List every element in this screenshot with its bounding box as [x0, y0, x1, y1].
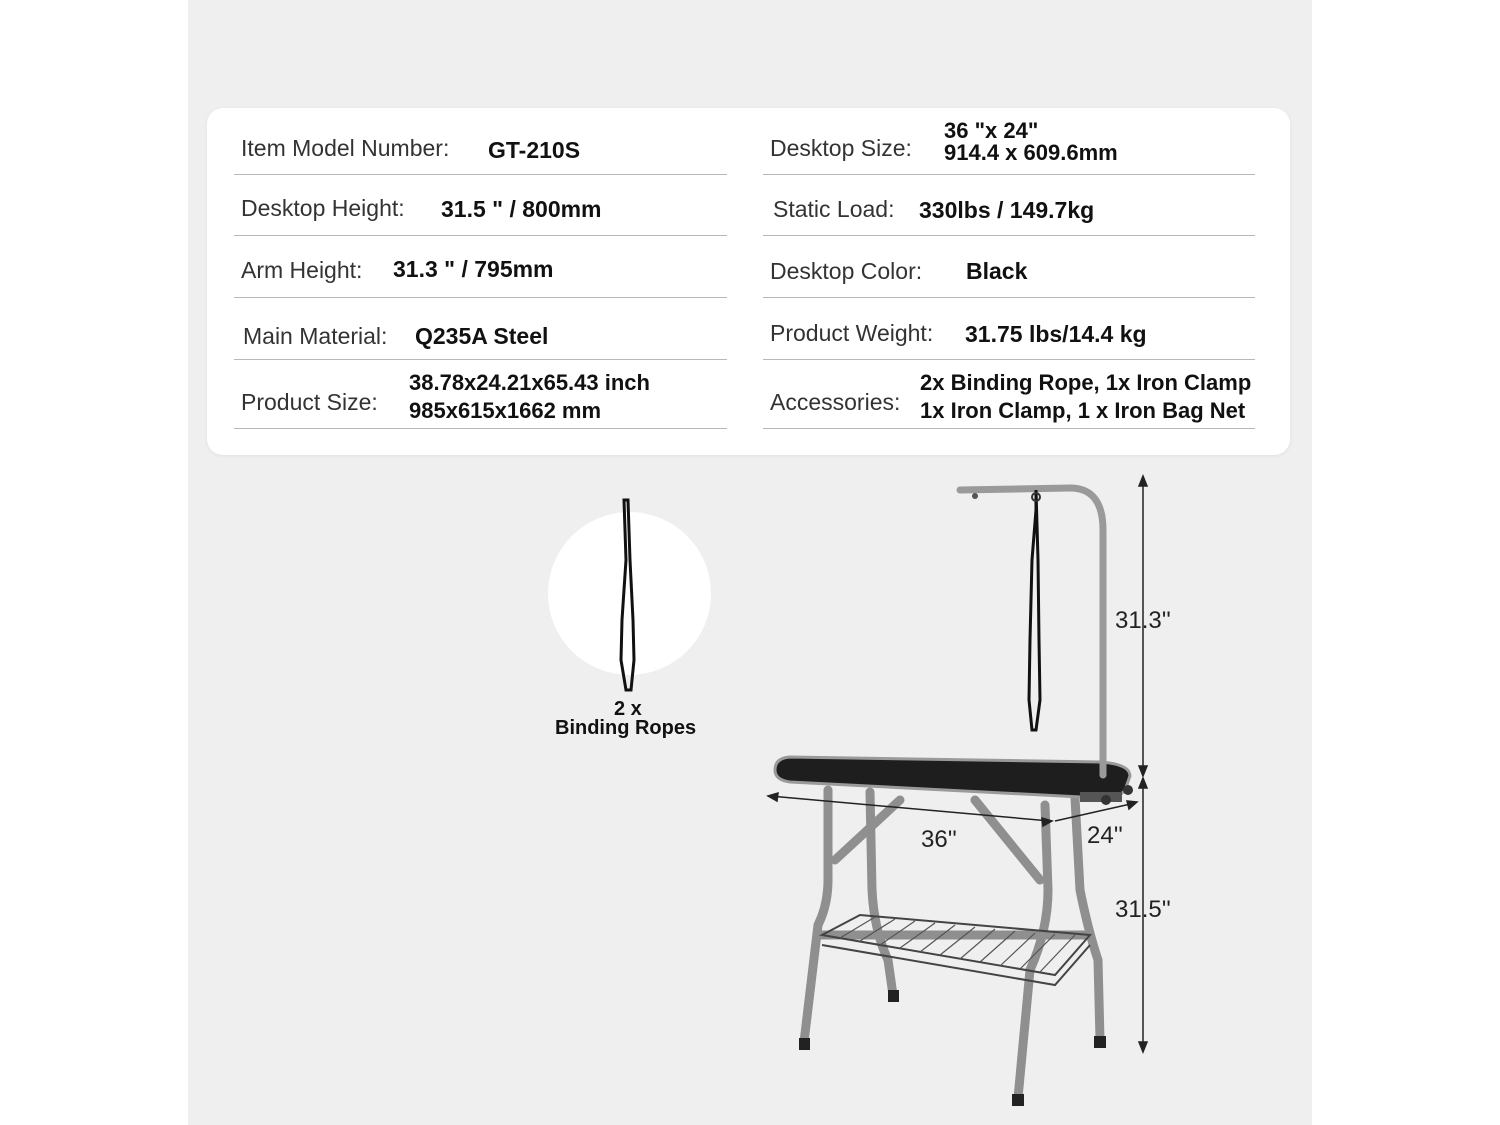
- spec-value-line2: 914.4 x 609.6mm: [944, 140, 1118, 165]
- spec-label: Main Material:: [243, 323, 388, 349]
- hanging-loop: [1029, 490, 1040, 730]
- table-height-dimension: 31.5'': [1115, 896, 1171, 923]
- spec-value-line2: 1x Iron Clamp, 1 x Iron Bag Net: [920, 398, 1246, 423]
- spec-label: Static Load:: [773, 196, 895, 222]
- spec-value-line2: 985x615x1662 mm: [409, 398, 602, 423]
- accessory-caption-count: 2 x: [614, 698, 642, 720]
- spec-label: Accessories:: [770, 389, 901, 415]
- spec-value: 31.3 " / 795mm: [393, 256, 554, 282]
- arm-height-dimension: 31.3'': [1115, 607, 1171, 634]
- spec-label: Desktop Height:: [241, 195, 405, 221]
- spec-value-line1: 2x Binding Rope, 1x Iron Clamp: [920, 370, 1252, 395]
- spec-label: Desktop Size:: [770, 135, 912, 161]
- table-foot: [888, 990, 899, 1002]
- accessory-caption-name: Binding Ropes: [555, 717, 697, 739]
- spec-label: Product Weight:: [770, 320, 934, 346]
- spec-value-line1: 36 "x 24": [944, 118, 1039, 143]
- length-dimension: 36'': [921, 826, 957, 853]
- table-foot: [1012, 1094, 1024, 1106]
- wire-basket: [822, 915, 1090, 985]
- spec-value: 31.5 " / 800mm: [441, 196, 602, 222]
- table-foot: [799, 1038, 810, 1050]
- spec-value: Black: [966, 258, 1028, 284]
- spec-value: 31.75 lbs/14.4 kg: [965, 321, 1147, 347]
- table-foot: [1094, 1036, 1106, 1048]
- width-dimension: 24'': [1087, 822, 1123, 849]
- spec-label: Product Size:: [241, 389, 378, 415]
- spec-value: Q235A Steel: [415, 323, 549, 349]
- spec-value: 330lbs / 149.7kg: [919, 197, 1095, 223]
- spec-label: Arm Height:: [241, 257, 363, 283]
- spec-label: Item Model Number:: [241, 135, 450, 161]
- spec-label: Desktop Color:: [770, 258, 923, 284]
- spec-value: GT-210S: [488, 137, 581, 163]
- spec-value-line1: 38.78x24.21x65.43 inch: [409, 370, 650, 395]
